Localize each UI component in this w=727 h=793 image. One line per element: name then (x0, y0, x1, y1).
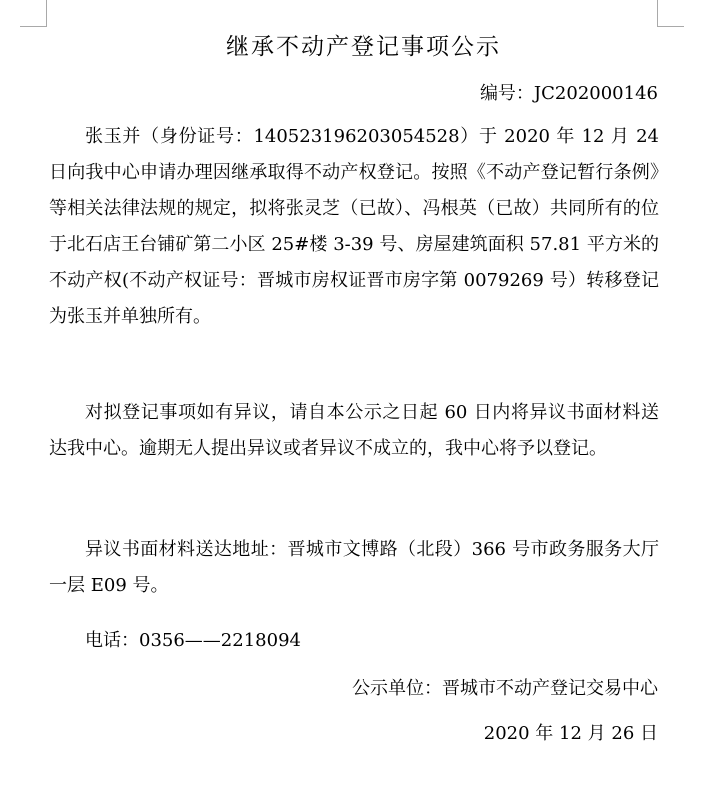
document-title: 继承不动产登记事项公示 (226, 34, 501, 60)
paragraph-text: 异议书面材料送达地址：晋城市文博路（北段）366 号市政务服务大厅一层 E09 号。 (49, 539, 659, 596)
paragraph-text: 对拟登记事项如有异议，请自本公示之日起 60 日内将异议书面材料送达我中心。逾期无人提出异议或者异议不成立的，我中心将予以登记。 (49, 402, 659, 459)
page-corner-mark-top-left (20, 0, 47, 27)
body-paragraph-2 (49, 395, 659, 467)
page-corner-mark-top-right (657, 0, 684, 27)
document-number: 编号：JC202000146 (479, 83, 658, 104)
issuer-line: 公示单位：晋城市不动产登记交易中心 (352, 678, 658, 699)
date-line: 2020 年 12 月 26 日 (483, 723, 658, 744)
paragraph-text: 张玉并（身份证号：140523196203054528）于 2020 年 12 月 24 日向我中心申请办理因继承取得不动产权登记。按照《不动产登记暂行条例》等相关法律法规的规定，拟将张灵芝（已故）、冯根英（已故）共同所有的位于北石店王台铺矿第二小区 25#楼 3-39 号、房屋建筑面积 57.81 平方米的不动产权(不动产权证号：晋城市房权证晋市房字第 0079269 号）转移登记为张玉并单独所有。 (49, 126, 659, 327)
phone-line: 电话：0356——2218094 (85, 630, 301, 651)
body-paragraph-3 (49, 532, 659, 604)
body-paragraph-1 (49, 119, 659, 335)
